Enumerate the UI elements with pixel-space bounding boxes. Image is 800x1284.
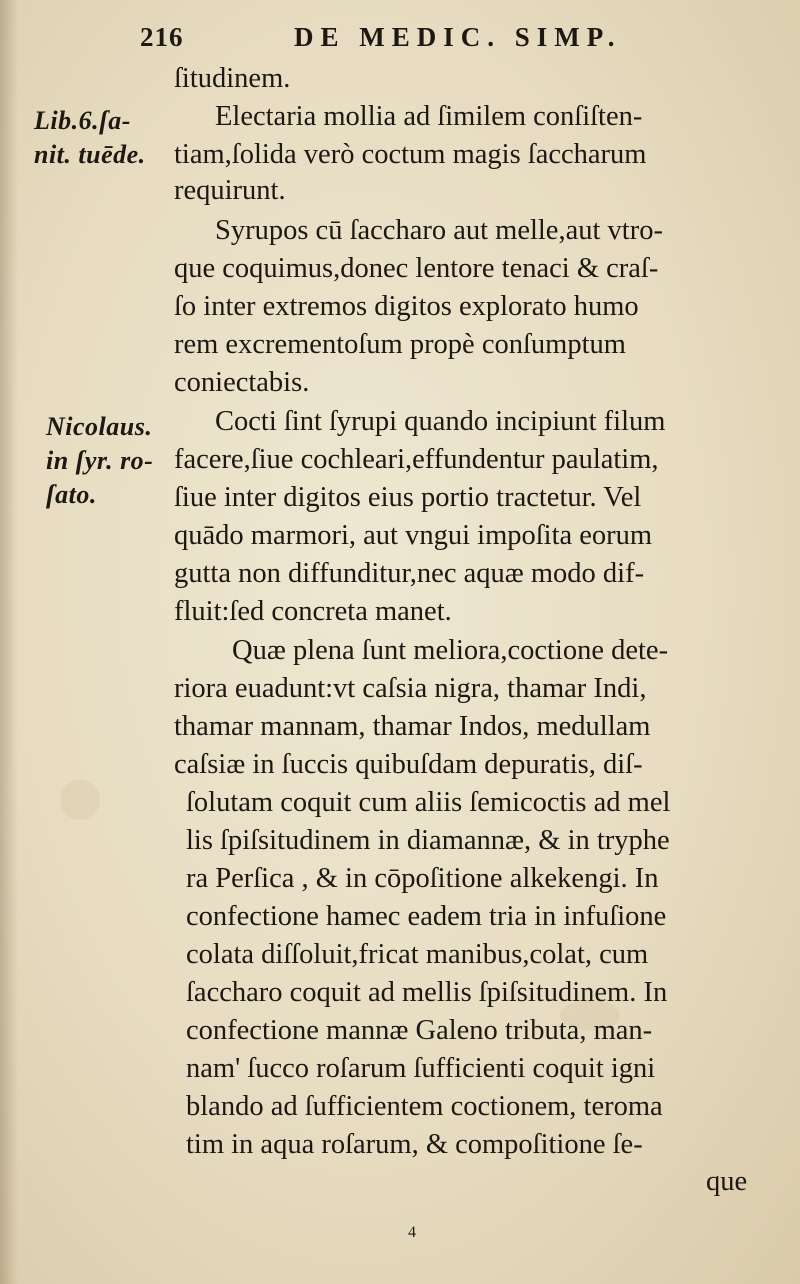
page-number: 216 [140,22,184,52]
text-line: quādo marmori, aut vngui impoſita eorum [174,520,653,551]
text-line: confectione hamec eadem tria in infuſione [186,901,667,932]
text-line: ſaccharo coquit ad mellis ſpiſsitudinem. In [186,977,668,1008]
text-line: ſo inter extremos digitos explorato humo [174,291,639,322]
paper-stain [60,780,100,820]
text-line: fluit:ſed concreta manet. [174,596,452,627]
text-line: ra Perſica , & in cōpoſitione alkekengi. In [186,863,659,894]
signature-mark: 4 [408,1224,416,1241]
text-line: requirunt. [174,175,286,206]
text-line: Cocti ſint ſyrupi quando incipiunt filum [215,406,666,437]
margin-note-line: ſato. [46,480,97,509]
margin-note-line: nit. tuēde. [34,140,146,169]
margin-note-line: Lib.6.ſa- [34,106,131,135]
text-line: Syrupos cū ſaccharo aut melle,aut vtro- [215,215,663,246]
text-line: blando ad ſufficientem coctionem, teroma [186,1091,663,1122]
text-line: Electaria mollia ad ſimilem conſiſten- [215,101,643,132]
text-line: facere,ſiue cochleari,effundentur paulatim, [174,444,659,475]
text-line: ſitudinem. [174,63,291,94]
text-line: Quæ plena ſunt meliora,coctione dete- [232,635,669,666]
text-line: confectione mannæ Galeno tributa, man- [186,1015,653,1046]
text-line: lis ſpiſsitudinem in diamannæ, & in tryphe [186,825,670,856]
text-line: que coquimus,donec lentore tenaci & craſ- [174,253,659,284]
spine-shadow [0,0,18,1284]
text-line: riora euadunt:vt caſsia nigra, thamar Indi, [174,673,647,704]
text-line: tim in aqua roſarum, & compoſitione ſe- [186,1129,643,1160]
text-line: caſsiæ in ſuccis quibuſdam depuratis, diſ- [174,749,643,780]
text-line: ſolutam coquit cum aliis ſemicoctis ad mel [186,787,671,818]
text-line: gutta non diffunditur,nec aquæ modo dif- [174,558,645,589]
catchword: que [706,1166,748,1197]
text-line: thamar mannam, thamar Indos, medullam [174,711,651,742]
text-line: tiam,ſolida verò coctum magis ſaccharum [174,139,647,170]
text-line: rem excrementoſum propè conſumptum [174,329,626,360]
running-head: DE MEDIC. SIMP. [294,22,622,52]
text-line: coniectabis. [174,367,310,398]
text-line: colata diſſoluit,fricat manibus,colat, cum [186,939,649,970]
text-line: ſiue inter digitos eius portio tractetur. Vel [174,482,642,513]
margin-note-line: Nicolaus. [46,412,153,441]
page-header [0,22,800,58]
margin-note-line: in ſyr. ro- [46,446,154,475]
text-line: nam' ſucco roſarum ſufficienti coquit igni [186,1053,656,1084]
